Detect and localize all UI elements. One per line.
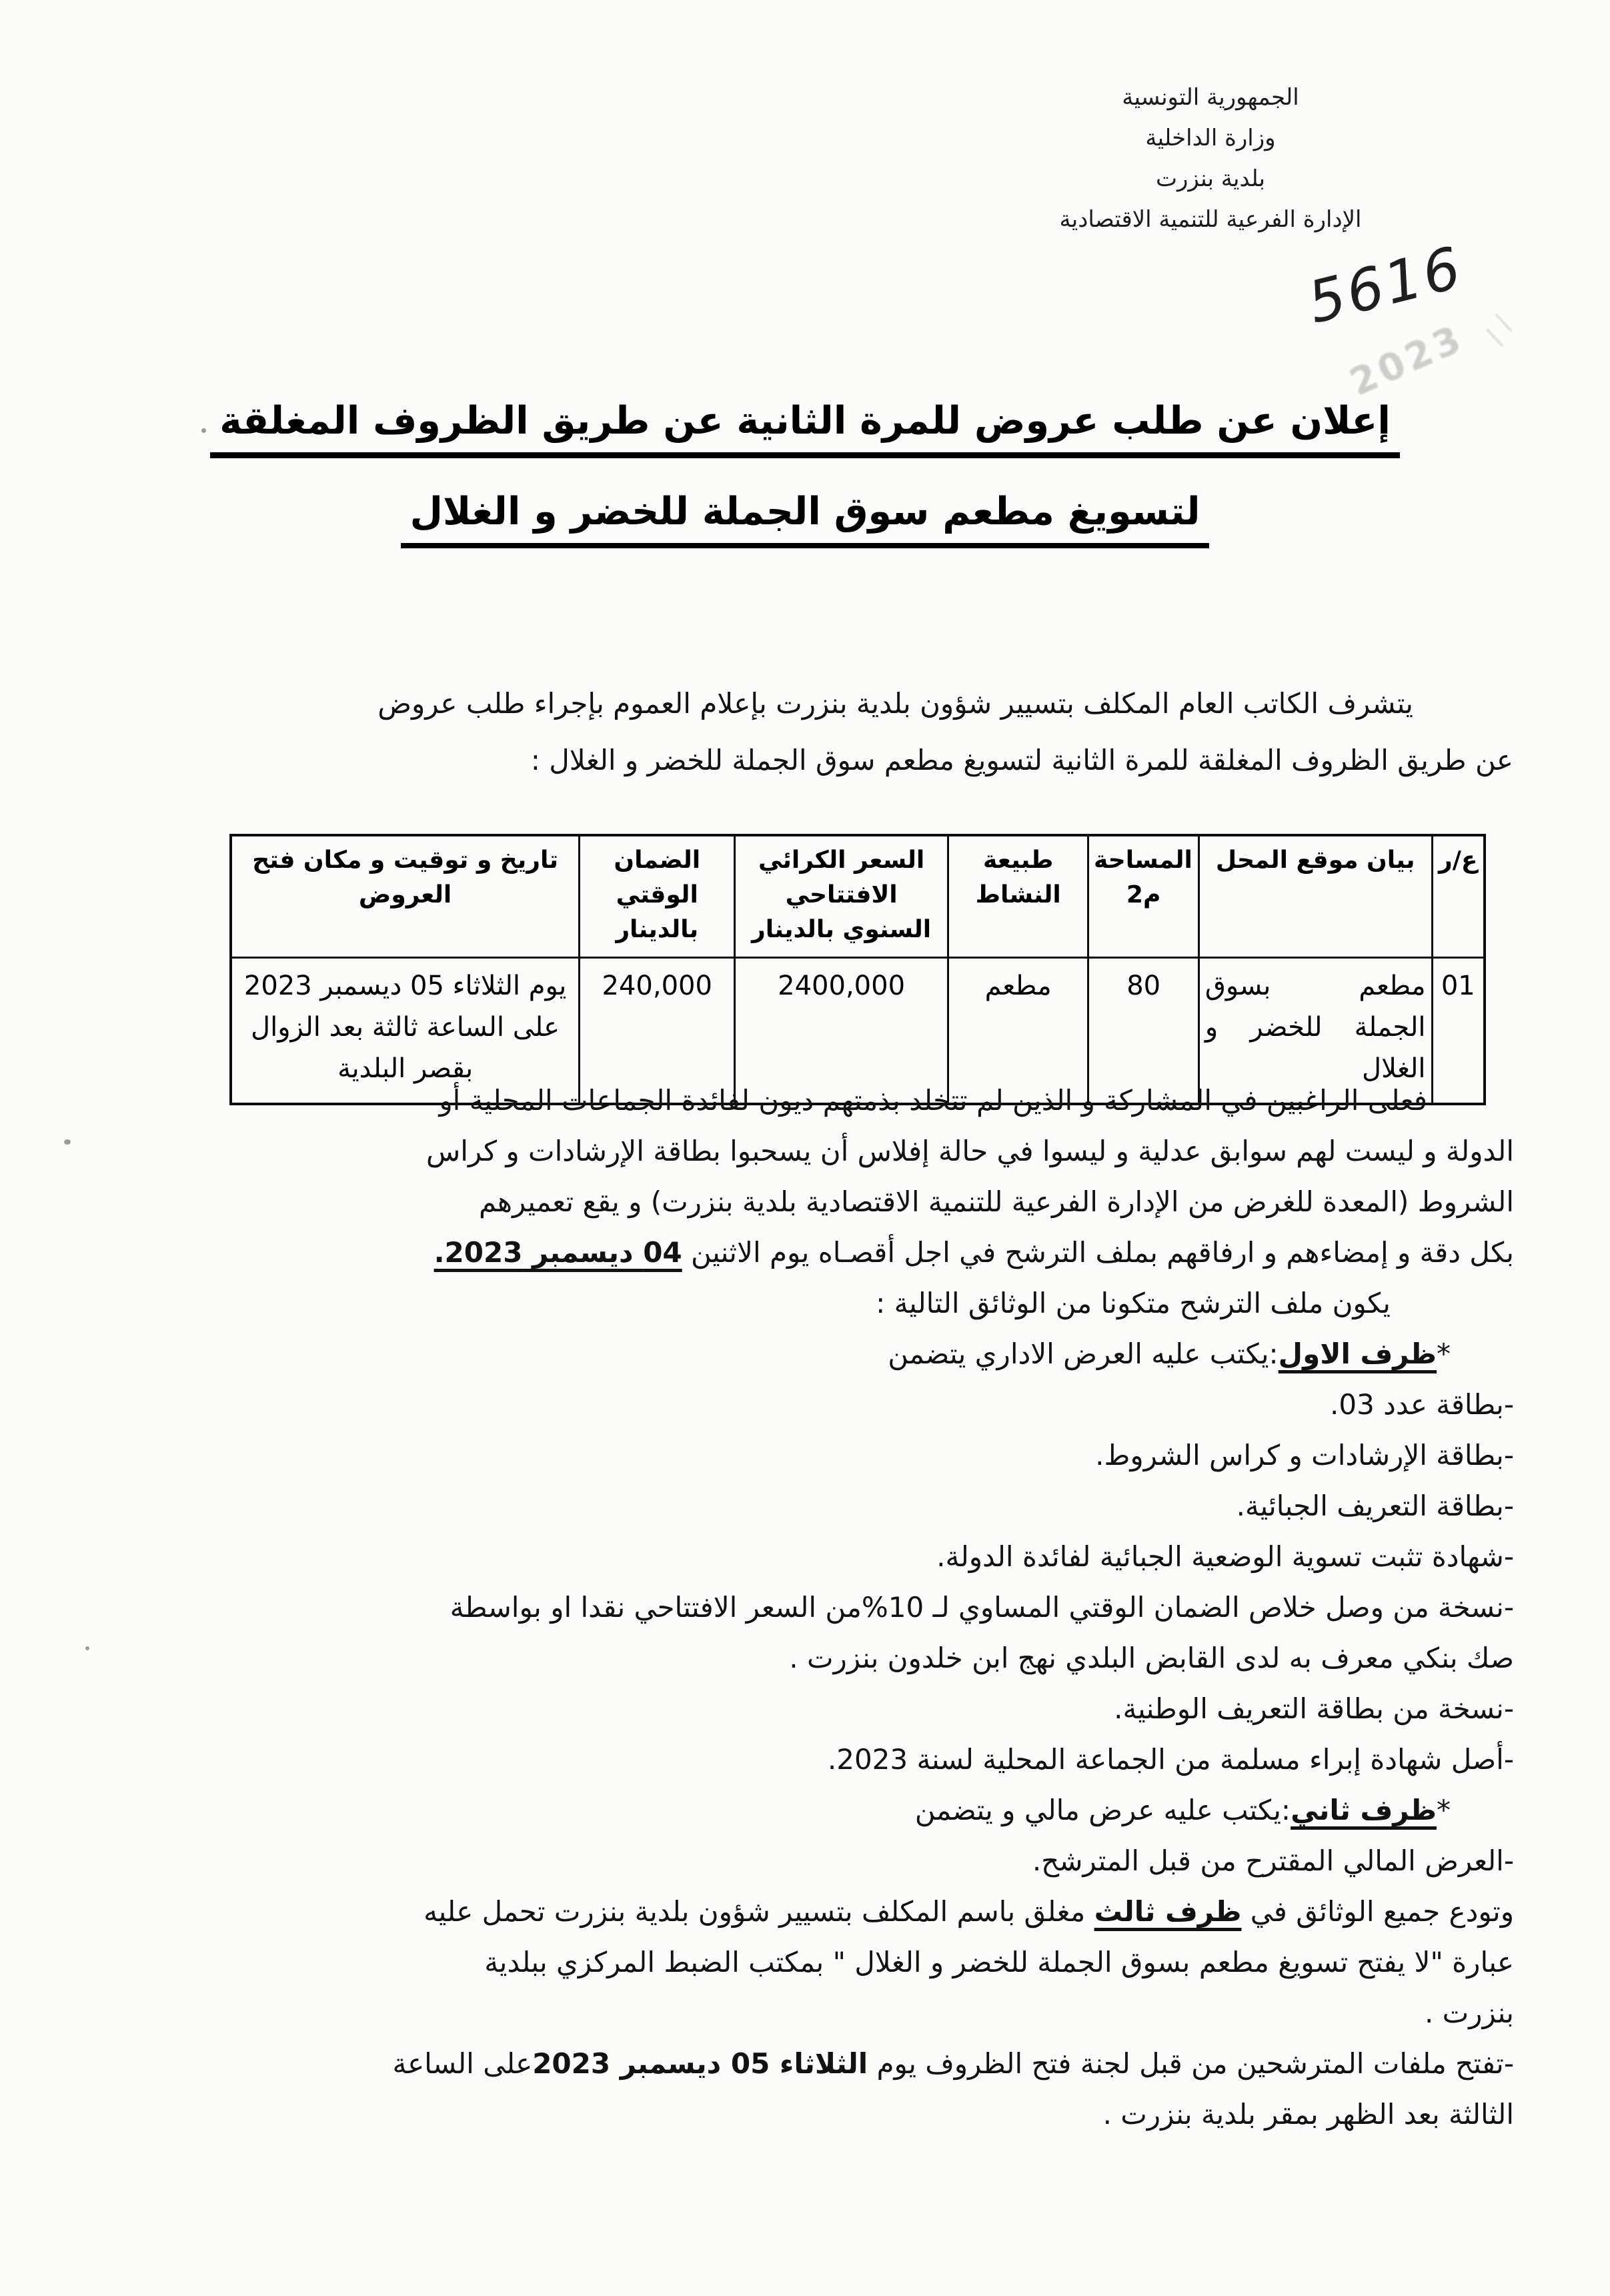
notice-title — [0, 399, 1610, 548]
opening-session-line-1: -تفتح ملفات المترشحين من قبل لجنة فتح الظروف يوم الثلاثاء 05 ديسمبر 2023على الساعة — [392, 2047, 1514, 2080]
envelope-1-item: -بطاقة التعريف الجبائية. — [1236, 1490, 1514, 1522]
envelope-2-heading: *ظرف ثاني:يكتب عليه عرض مالي و يتضمن — [914, 1794, 1451, 1826]
envelope-2-title: ظرف ثاني — [1291, 1794, 1437, 1826]
conditions-line-1: فعلى الراغبين في المشاركة و الذين لم تتخلد بذمتهم ديون لفائدة الجماعات المحلية أو — [439, 1084, 1427, 1117]
envelope-1-item: -شهادة تثبت تسوية الوضعية الجبائية لفائدة الدولة. — [936, 1540, 1514, 1573]
envelope-2-item: -العرض المالي المقترح من قبل المترشح. — [1032, 1844, 1514, 1877]
header-cell-opening-session: تاريخ و توقيت و مكان فتح العروض — [231, 835, 580, 958]
cell-location: مطعم بسوق الجملة للخضر و الغلال — [1198, 958, 1432, 1105]
scan-speck — [85, 1646, 89, 1650]
letterhead-municipality: بلدية بنزرت — [1156, 165, 1265, 192]
header-cell-opening-rent: السعر الكرائي الافتتاحي السنوي بالدينار — [735, 835, 948, 958]
header-cell-number: ع/ر — [1432, 835, 1485, 958]
letterhead-department: الإدارة الفرعية للتنمية الاقتصادية — [1059, 206, 1362, 233]
envelope-1-item: -نسخة من وصل خلاص الضمان الوقتي المساوي لـ 10%من السعر الافتتاحي نقدا او بواسطة — [450, 1591, 1514, 1624]
cell-number: 01 — [1432, 958, 1485, 1105]
header-cell-location: بيان موقع المحل — [1198, 835, 1432, 958]
header-cell-area: المساحة م2 — [1088, 835, 1198, 958]
header-cell-activity: طبيعة النشاط — [948, 835, 1088, 958]
envelope-1-title: ظرف الاول — [1278, 1337, 1437, 1370]
letterhead — [1040, 77, 1381, 240]
conditions-line-3: الشروط (المعدة للغرض من الإدارة الفرعية للتنمية الاقتصادية بلدية بنزرت) و يقع تعميرهم — [478, 1185, 1514, 1218]
intro-line-1: يتشرف الكاتب العام المكلف بتسيير شؤون بلدية بنزرت بإعلام العموم بإجراء طلب عروض — [377, 687, 1413, 720]
envelope-1-item: -بطاقة الإرشادات و كراس الشروط. — [1095, 1439, 1514, 1472]
year-stamp: 2023 — [1343, 316, 1471, 405]
conditions-line-2: الدولة و ليست لهم سوابق عدلية و ليسوا في حالة إفلاس أن يسحبوا بطاقة الإرشادات و كراس — [426, 1135, 1514, 1167]
tender-lots-table — [229, 834, 1486, 1105]
handwritten-registry-number: 5616 — [1301, 234, 1470, 337]
cell-opening-session: يوم الثلاثاء 05 ديسمبر 2023 على الساعة ثالثة بعد الزوال بقصر البلدية — [231, 958, 580, 1105]
envelope-3-line-2: عبارة "لا يفتح تسويغ مطعم بسوق الجملة للخضر و الغلال " بمكتب الضبط المركزي ببلدية — [484, 1946, 1514, 1978]
envelope-1-item: -نسخة من بطاقة التعريف الوطنية. — [1114, 1692, 1514, 1725]
envelope-1-item: -بطاقة عدد 03. — [1329, 1388, 1514, 1421]
envelope-1-item-continuation: صك بنكي معرف به لدى القابض البلدي نهج ابن خلدون بنزرت . — [789, 1642, 1514, 1674]
scan-speck — [64, 1139, 71, 1145]
notice-body — [80, 1075, 1514, 2140]
scan-speck — [201, 428, 206, 433]
envelope-3-title: ظرف ثالث — [1094, 1895, 1242, 1928]
opening-date: الثلاثاء 05 ديسمبر 2023 — [532, 2047, 868, 2080]
cell-activity: مطعم — [948, 958, 1088, 1105]
letterhead-republic: الجمهورية التونسية — [1122, 84, 1299, 111]
title-line-1: إعلان عن طلب عروض للمرة الثانية عن طريق الظروف المغلقة — [0, 399, 1610, 458]
stamp-smudge-mark: / / — [1479, 311, 1519, 350]
docs-intro-line: يكون ملف الترشح متكونا من الوثائق التالية : — [876, 1287, 1391, 1319]
header-cell-guarantee: الضمان الوقتي بالدينار — [580, 835, 735, 958]
title-line-2: لتسويغ مطعم سوق الجملة للخضر و الغلال — [0, 490, 1610, 548]
cell-opening-rent: 2400,000 — [735, 958, 948, 1105]
table-header-row — [231, 835, 1485, 958]
opening-session-line-2: الثالثة بعد الظهر بمقر بلدية بنزرت . — [1102, 2098, 1514, 2131]
envelope-3-line-3: بنزرت . — [1424, 1996, 1514, 2029]
cell-guarantee: 240,000 — [580, 958, 735, 1105]
envelope-3-line-1: وتودع جميع الوثائق في ظرف ثالث مغلق باسم المكلف بتسيير شؤون بلدية بنزرت تحمل عليه — [424, 1895, 1514, 1928]
envelope-1-heading: *ظرف الاول:يكتب عليه العرض الاداري يتضمن — [888, 1337, 1451, 1370]
cell-area: 80 — [1088, 958, 1198, 1105]
envelope-1-item: -أصل شهادة إبراء مسلمة من الجماعة المحلية لسنة 2023. — [827, 1743, 1514, 1776]
deadline-date: 04 ديسمبر 2023. — [434, 1236, 682, 1269]
intro-paragraph — [200, 675, 1513, 788]
intro-line-2: عن طريق الظروف المغلقة للمرة الثانية لتسويغ مطعم سوق الجملة للخضر و الغلال : — [530, 744, 1513, 776]
conditions-line-4: بكل دقة و إمضاءهم و ارفاقهم بملف الترشح في اجل أقصـاه يوم الاثنين 04 ديسمبر 2023. — [434, 1236, 1514, 1269]
letterhead-ministry: وزارة الداخلية — [1145, 125, 1276, 151]
